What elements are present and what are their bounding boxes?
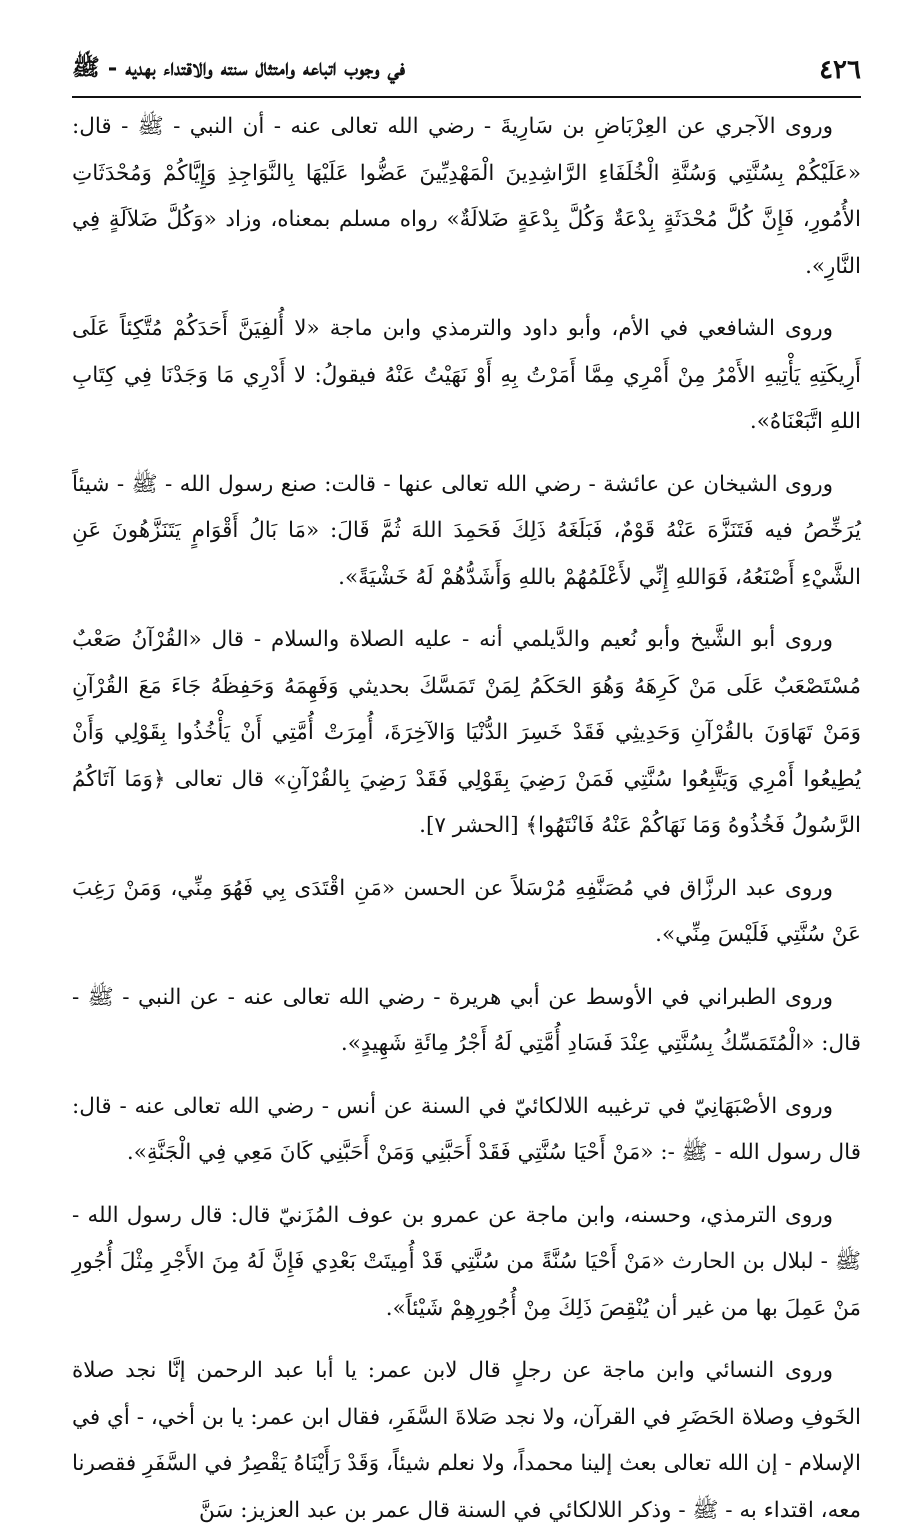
paragraph-aisha-hadith: وروى الشيخان عن عائشة - رضي الله تعالى عنها - قالت: صنع رسول الله - ﷺ - شيئاً يُرَخِّصُ فيه فَتَنَزَّهَ عَنْهُ قَوْمٌ، فَبَلَغَهُ ذَلِكَ فَحَمِدَ اللهَ ثُمَّ قَالَ: «مَا بَالُ أَقْوَامٍ يَتَنَزَّهُونَ عَنِ الشَّيْءِ أَصْنَعُهُ، فَوَاللهِ إِنِّي لأَعْلَمُهُمْ باللهِ وَأَشَدُّهُمْ لَهُ خَشْيَةً».	[72, 471, 861, 590]
paragraph-asbahani-hadith: وروى الأصْبَهَانِيّ في ترغيبه اللالكائيّ في السنة عن أنس - رضي الله تعالى عنه - قال: قال رسول الله - ﷺ -: «مَنْ أَحْيَا سُنَّتِي فَقَدْ أَحَبَّنِي وَمَنْ أَحَبَّنِي كَانَ مَعِي فِي الْجَنَّةِ».	[72, 1093, 861, 1165]
page-body	[72, 104, 861, 1523]
paragraph-abd-al-razzaq-hadith: وروى عبد الرزَّاق في مُصَنَّفِهِ مُرْسَلاً عن الحسن «مَنِ اقْتَدَى بِي فَهُوَ مِنِّي، وَمَنْ رَغِبَ عَنْ سُنَّتِي فَلَيْسَ مِنِّي».	[72, 875, 861, 947]
paragraph-nasai-hadith: وروى النسائي وابن ماجة عن رجلٍ قال لابن عمر: يا أبا عبد الرحمن إنَّا نجد صلاة الخَوفِ وصلاة الحَضَرِ في القرآن، ولا نجد صَلاةَ السَّفَرِ، فقال ابن عمر: يا بن أخي، - أي في الإسلام - إن الله تعالى بعث إلينا محمداً، ولا نعلم شيئاً، وَقَدْ رَأَيْنَاهُ يَقْصِرُ في السَّفَرِ فقصرنا معه، اقتداء به - ﷺ - وذكر اللالكائي في السنة قال عمر بن عبد العزيز: سَنَّ	[72, 1358, 861, 1523]
running-title: في وجوب اتباعه وامتثال سنته والاقتداء بهديه - ﷺ	[72, 54, 406, 81]
paragraph-ajurri-hadith: وروى الآجري عن العِرْبَاضِ بن سَارِيةَ - رضي الله تعالى عنه - أن النبي - ﷺ - قال: «عَلَيْكُمْ بِسُنَّتِي وَسُنَّةِ الْخُلَفَاءِ الرَّاشِدِينَ الْمَهْدِيِّينَ عَضُّوا عَلَيْهَا بِالنَّوَاجِذِ وَإِيَّاكُمْ وَمُحْدَثَاتِ الأُمُورِ، فَإِنَّ كُلَّ مُحْدَثَةٍ بِدْعَةٌ وَكُلَّ بِدْعَةٍ ضَلالَةٌ» رواه مسلم بمعناه، وزاد «وَكُلَّ ضَلاَلَةٍ فِي النَّارِ».	[72, 114, 861, 279]
paragraph-shafii-hadith: وروى الشافعي في الأم، وأبو داود والترمذي وابن ماجة «لا أُلفِيَنَّ أَحَدَكُمْ مُتَّكِئاً عَلَى أَرِيكَتِهِ يَأْتِيهِ الأَمْرُ مِنْ أَمْرِي مِمَّا أَمَرْتُ بِهِ أَوْ نَهَيْتُ عَنْهُ فيقولُ: لا أَدْرِي مَا وَجَدْنَا فِي كِتَابِ اللهِ اتَّبَعْنَاهُ».	[72, 316, 861, 434]
paragraph-tabarani-hadith: وروى الطبراني في الأوسط عن أبي هريرة - رضي الله تعالى عنه - عن النبي - ﷺ - قال: «الْمُتَمَسِّكُ بِسُنَّتِي عِنْدَ فَسَادِ أُمَّتِي لَهُ أَجْرُ مِائَةِ شَهِيدٍ».	[72, 984, 861, 1056]
page-header	[72, 44, 861, 98]
paragraph-tirmidhi-hadith: وروى الترمذي، وحسنه، وابن ماجة عن عمرو بن عوف المُزَنيّ قال: قال رسول الله - ﷺ - لبلال بن الحارث «مَنْ أَحْيَا سُنَّةً من سُنَّتِي قَدْ أُمِيتَتْ بَعْدِي فَإِنَّ لَهُ مِنَ الأَجْرِ مِثْلَ أُجُورِ مَنْ عَمِلَ بها من غير أن يُنْقِصَ ذَلِكَ مِنْ أُجُورِهِمْ شَيْئاً».	[72, 1202, 861, 1321]
paragraph-abu-shaykh-hadith: وروى أبو الشَّيخ وأبو نُعيم والدَّيلمي أنه - عليه الصلاة والسلام - قال «القُرْآنُ صَعْبٌ مُسْتَصْعَبٌ عَلَى مَنْ كَرِهَهُ وَهُوَ الحَكَمُ لِمَنْ تَمَسَّكَ بحديثي وَفَهِمَهُ وَحَفِظَهُ جَاءَ مَعَ القُرْآنِ وَمَنْ تَهَاوَنَ بالقُرْآنِ وَحَدِيثِي فَقَدْ خَسِرَ الدُّنْيَا وَالآخِرَةَ، أُمِرَتْ أُمَّتِي أَنْ يَأْخُذُوا بِقَوْلِي وَأَنْ يُطِيعُوا أَمْرِي وَيَتَّبِعُوا سُنَّتِي فَمَنْ رَضِيَ بِقَوْلِي فَقَدْ رَضِيَ بِالقُرْآنِ» قال تعالى ﴿وَمَا آتَاكُمُ الرَّسُولُ فَخُذُوهُ وَمَا نَهَاكُمْ عَنْهُ فَانْتَهُوا﴾ [الحشر ٧].	[72, 627, 861, 838]
page-number: ٤٢٦	[819, 55, 861, 85]
